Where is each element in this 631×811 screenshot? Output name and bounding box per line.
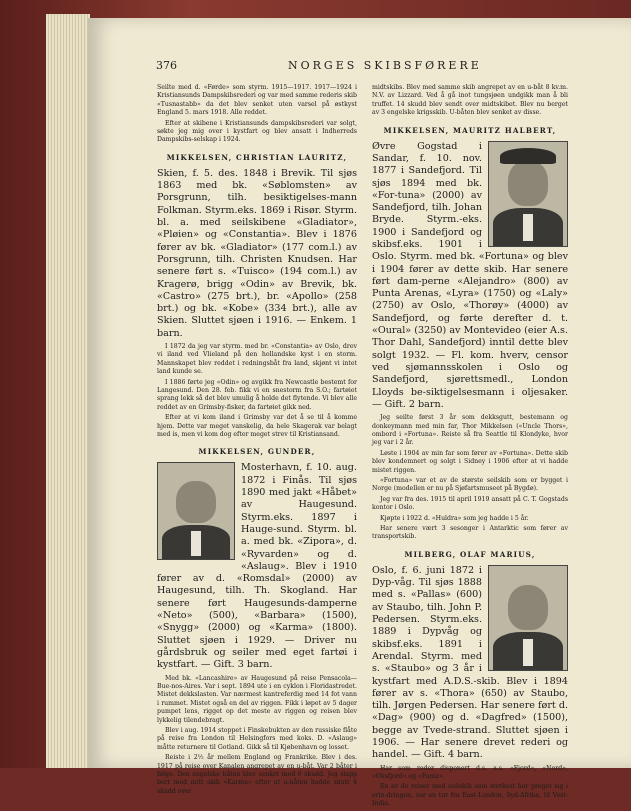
running-title: NORGES SKIBSFØRERE bbox=[288, 59, 482, 72]
entry-note: Reiste i 2½ år mellem England og Frankrike. Blev i des. 1917 på reise over Kanalen angrepet av en u-båt. Var 2 båter i følge. Den engelske båten blev senket med 6 skudd. Jeg slapp bort med mitt skib «Karma» efter at u-båten hadde skutt 4 skudd over bbox=[157, 754, 357, 795]
entry-note: I 1886 førte jeg «Odin» og avgikk fra Newcastle bestemt for Langesund. Den 28. feb. fikk vi en snestorm fra S.O.; fartøiet sprang lekk så det blev umulig å holde det flytende. Vi blev alle reddet av en Grimsby-fisker, da fartøiet gikk ned. bbox=[157, 378, 357, 411]
running-header bbox=[88, 59, 631, 77]
entry-note: Løste i 1904 av min far som fører av «Fortuna». Dette skib blev kondemnert og solgt i Sidney i 1906 efter at vi hadde mistet riggen. bbox=[372, 449, 568, 474]
portrait-photo bbox=[488, 141, 568, 247]
entry-note: Efter at vi kom iland i Grimsby var det å se til å komme hjem. Dette var meget vanskelig, da hele Skagerak var belagt med is, men vi kom dog efter meget strev til Kristiansand. bbox=[157, 414, 357, 439]
right-column bbox=[372, 84, 568, 811]
entry-bio: Oslo, f. 6. juni 1872 i Dyp-våg. Til sjøs 1888 med s. «Pallas» (600) av Staubo, tilh. John P. Pedersen. Styrm.eks. 1889 i Dypvåg og skibsf.eks. 1891 i Arendal. Styrm. med s. «Staubo» og 3 år i kystfart med A.D.S.-skib. Blev i 1894 fører av s. «Thora» (650) av Staubo, tilh. Jørgen Pedersen. Har senere ført d. «Dag» (900) og d. «Dagfred» (1500), begge av Tvede-strand. Sluttet sjøen i 1906. — Har senere drevet rederi og handel. — Gift. 4 barn. bbox=[372, 564, 569, 761]
intro-paragraph: Seilte med d. «Førde» som styrm. 1915—1917. 1917—1924 i Kristiansunds Dampskibsrederi og var med samme rederis skib «Tusnastabb» da det blev senket uten varsel på østkyst England 5. mars 1918. Alle reddet. bbox=[157, 84, 357, 117]
entry-note: Kjøpte i 1922 d. «Huldra» som jeg hadde i 5 år. bbox=[380, 514, 529, 522]
entry-note: Blev i aug. 1914 stoppet i Finskebukten av den russiske flåte på reise fra London til Helsingfors med koks. D. «Aslaug» måtte returnere til Gotland. Gikk så til Kjøbenhavn og losset. bbox=[157, 726, 357, 751]
entry-heading: MIKKELSEN, CHRISTIAN LAURITZ, bbox=[166, 152, 348, 162]
left-column bbox=[157, 84, 357, 798]
entry-note: Jeg var fra des. 1915 til april 1919 ansatt på C. T. Gogstads kontor i Oslo. bbox=[372, 495, 568, 512]
entry-heading: MIKKELSEN, GUNDER, bbox=[198, 447, 316, 457]
entry-heading: MIKKELSEN, MAURITZ HALBERT, bbox=[383, 125, 557, 135]
entry-note: En av de reiser med seilskib som sterkest har preget sig i erin-dringen, var en tur fra East-London, Syd-Afrika, til Vest-India. bbox=[372, 783, 568, 808]
entry-note: Har senere vært 3 sesonger i Antarktic som fører av transportskib. bbox=[372, 525, 568, 541]
entry-note: Med bk. «Lancashire» av Haugesund på reise Pensacola—Bue-nos-Aires. Var i sept. 1894 ute i en cyklon i Floridastredet. Mistet dekkslasten. Var nærmest kantreferdig med 14 fot vann i rummet. Mistet også en del av riggen. Fikk i løpet av 5 dager pumpet lens, rigget op det meste av riggen og reisen blev lykkelig tilendebragt. bbox=[157, 674, 357, 724]
page-number: 376 bbox=[156, 59, 177, 72]
entry-bio: Øvre Gogstad i Sandar, f. 10. nov. 1877 i Sandefjord. Til sjøs 1894 med bk. «For-tuna» (2000) av Sandefjord, tilh. Johan Bryde. Styrm.-eks. 1900 i Sandefjord og skibsf.eks. 1901 i Oslo. Styrm. med bk. «Fortuna» og blev i 1904 fører av dette skib. Har senere ført dam-perne «Alejandro» (800) av Punta Arenas, «Lyra» (1750) og «Laly» (2750) av Oslo, «Thorøy» (4000) av Sandefjord, og førte derefter d. t. «Oural» (3250) av Montevideo (eier A.s. Thor Dahl, Sandefjord) inntil dette blev solgt 1932. — Fl. kom. hverv, censor ved sjømannsskolen i Oslo og Sandefjord, sjørettsmedl., London Lloyds be-siktigelsesmann i oljesaker. — Gift. 2 barn. bbox=[372, 140, 568, 410]
entry-heading: MILBERG, OLAF MARIUS, bbox=[404, 549, 536, 559]
entry-bio: Mosterhavn, f. 10. aug. 1872 i Finås. Til sjøs 1890 med jakt «Håbet» av Haugesund. Styrm.eks. 1897 i Hauge-sund. Styrm. bl. a. med bk. «Zipora», d. «Ryvarden» og d. «Aslaug». Blev i 1910 fører av d. «Romsdal» (2000) av Haugesund, tilh. Th. Skogland. Har senere ført Haugesunds-damperne «Neto» (500), «Barbara» (1500), «Snygg» (2000) og «Karma» (1800). Sluttet sjøen i 1929. — Driver nu gårdsbruk og seiler med eget fartøi i kystfart. — Gift. 3 barn. bbox=[157, 462, 357, 671]
page-edges bbox=[46, 14, 90, 768]
entry-note: I 1872 da jeg var styrm. med br. «Constantia» av Oslo, drev vi iland ved Vlieland på den hollandske kyst i en storm. Mannskapet blev reddet i redningsbåt fra land, skjønt vi intet land kunde se. bbox=[157, 343, 357, 376]
portrait-photo bbox=[157, 462, 235, 560]
entry-note: Jeg seilte først 3 år som dekksgutt, bestemann og donkeymann med min far, Thor Mikkelsen («Uncle Thors», ombord i «Fortuna». Reiste så fra Seattle til Klondyke, hvor jeg var i 2 år. bbox=[372, 414, 568, 447]
portrait-photo bbox=[488, 565, 568, 671]
entry-note: Har som reder disponert d.s. a.s. «Fjord», «Nord», «Oksfjord» og «Fama». bbox=[372, 764, 568, 780]
intro-paragraph: Efter at skibene i Kristiansunds dampskibsrederi var solgt, søkte jeg mig over i kystfart og blev ansatt i Indherreds Dampskibs-selskap i 1924. bbox=[157, 119, 357, 144]
entry-bio: Skien, f. 5. des. 1848 i Brevik. Til sjøs 1863 med bk. «Søblomsten» av Porsgrunn, tilh. besiktigelses-mann Folkman. Styrm.eks. 1869 i Risør. Styrm. bl. a. med seilskibene «Gladiator», «Pløien» og «Constantia». Blev i 1876 fører av bk. «Gladiator» (177 com.l.) av Porsgrunn, tilh. Christen Knudsen. Har senere ført s. «Tuisco» (194 com.l.) av Kragerø, brigg «Odin» av Brevik, bk. «Castro» (275 brt.), br. «Apollo» (258 brt.) og bk. «Kobe» (334 brt.), alle av Skien. Sluttet sjøen i 1916. — Enkem. 1 barn. bbox=[157, 167, 357, 339]
intro-paragraph: midtskibs. Blev med samme skib angrepet av en u-båt 8 kv.m. N.V. av Lizzard. Ved å gå inot tungsjøen undgikk man å bli truffet. 14 skudd blev sendt over midtskibet. Blev nu berget av 3 engelske krigsskib. U-båten blev senket av disse. bbox=[372, 84, 568, 117]
entry-note: «Fortuna» var et av de største seilskib som er bygget i Norge (modellen er nu på Sjøfartsmuseet på Bygdø). bbox=[372, 477, 568, 493]
